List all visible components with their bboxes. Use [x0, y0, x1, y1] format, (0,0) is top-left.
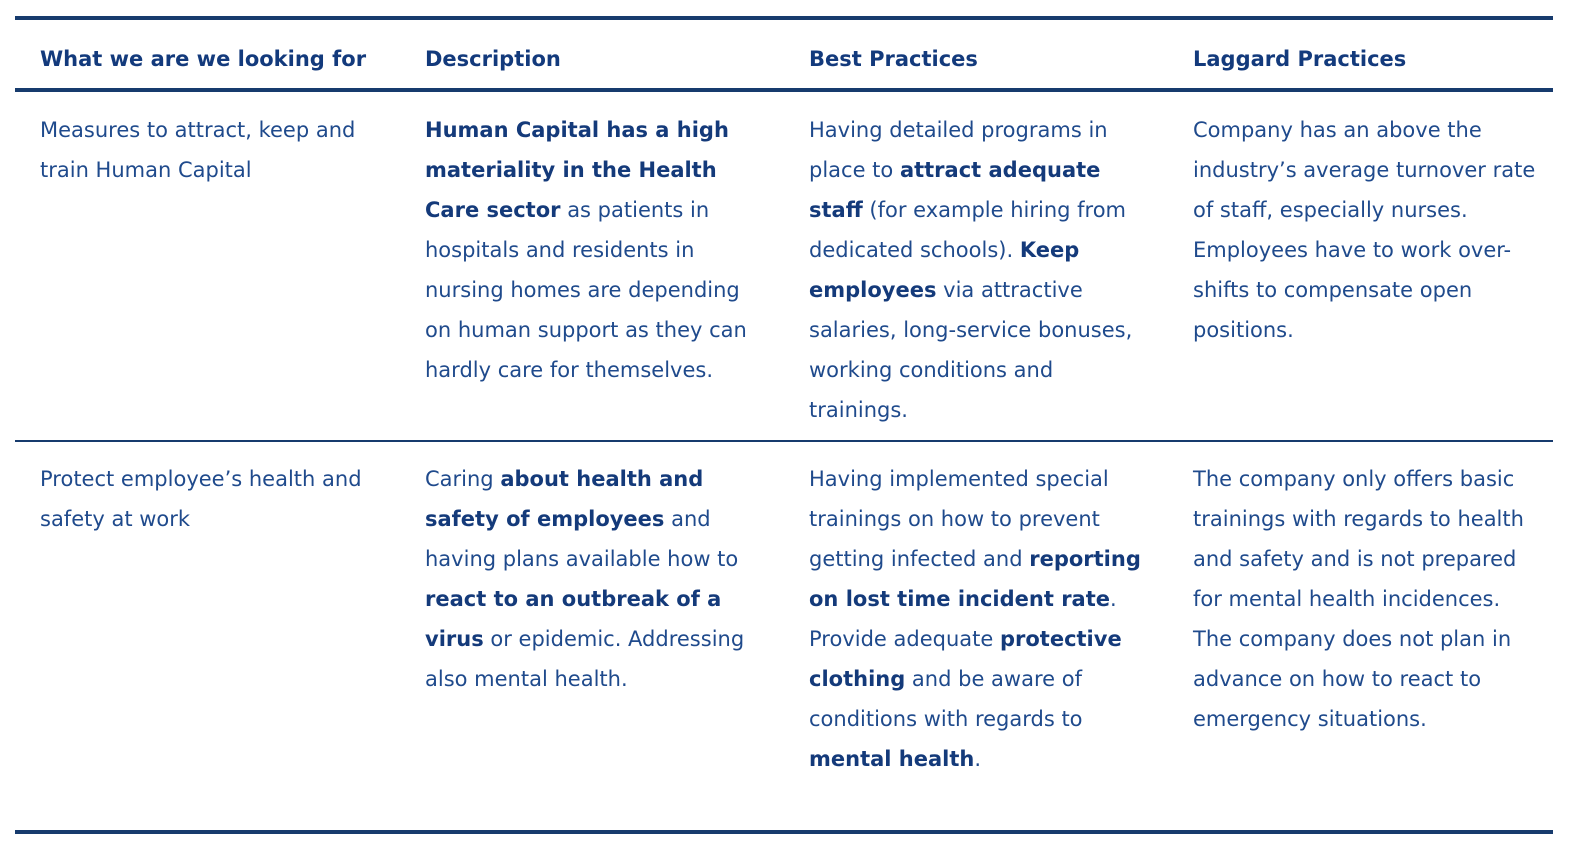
body-text: via attractive salaries, long-service bonuses, working conditions and trainings.	[809, 278, 1133, 422]
emphasis-text: protective clothing	[809, 627, 1122, 691]
table-header-row	[15, 20, 1553, 88]
header-what-we-look-for: What we are we looking for	[40, 47, 367, 71]
body-text: . Provide adequate	[809, 587, 1117, 651]
cell-what-we-look-for	[15, 92, 400, 440]
emphasis-text: react to an outbreak of a virus	[425, 587, 722, 651]
header-description: Description	[425, 47, 561, 71]
body-text: Having detailed programs in place to	[809, 118, 1108, 182]
table-row	[15, 442, 1553, 830]
cell-description	[400, 92, 784, 440]
body-text: or epidemic. Addressing also mental health.	[425, 627, 745, 691]
cell-description	[400, 442, 784, 830]
body-text: Company has an above the industry’s average turnover rate of staff, especially nurses. Employees have to work over-shifts to compensate open positions.	[1193, 118, 1536, 342]
body-text: as patients in hospitals and residents in nursing homes are depending on human support as they can hardly care for themselves.	[425, 198, 747, 382]
table-bottom-rule	[15, 830, 1553, 834]
cell-best-practices	[784, 442, 1168, 830]
emphasis-text: Keep employees	[809, 238, 1080, 302]
header-laggard-practices: Laggard Practices	[1193, 47, 1407, 71]
body-text: (for example hiring from dedicated schools).	[809, 198, 1127, 262]
body-text: Caring	[425, 467, 501, 491]
body-text: Having implemented special trainings on how to prevent getting infected and	[809, 467, 1109, 571]
emphasis-text: reporting on lost time incident rate	[809, 547, 1141, 611]
body-text: and having plans available how to	[425, 507, 739, 571]
body-text: Protect employee’s health and safety at work	[40, 467, 362, 531]
table-row	[15, 92, 1553, 440]
emphasis-text: Human Capital has a high materiality in the Health Care sector	[425, 118, 729, 222]
body-text: .	[974, 747, 982, 771]
cell-laggard-practices	[1168, 442, 1553, 830]
body-text: and be aware of conditions with regards to	[809, 667, 1083, 731]
practices-table	[15, 16, 1553, 834]
header-best-practices: Best Practices	[809, 47, 978, 71]
cell-what-we-look-for	[15, 442, 400, 830]
emphasis-text: mental health	[809, 747, 975, 771]
emphasis-text: about health and safety of employees	[425, 467, 704, 531]
cell-laggard-practices	[1168, 92, 1553, 440]
body-text: Measures to attract, keep and train Human Capital	[40, 118, 356, 182]
body-text: The company only offers basic trainings with regards to health and safety and is not prepared for mental health incidences. The company does not plan in advance on how to react to emergency situations.	[1193, 467, 1524, 731]
emphasis-text: attract adequate staff	[809, 158, 1101, 222]
cell-best-practices	[784, 92, 1168, 440]
